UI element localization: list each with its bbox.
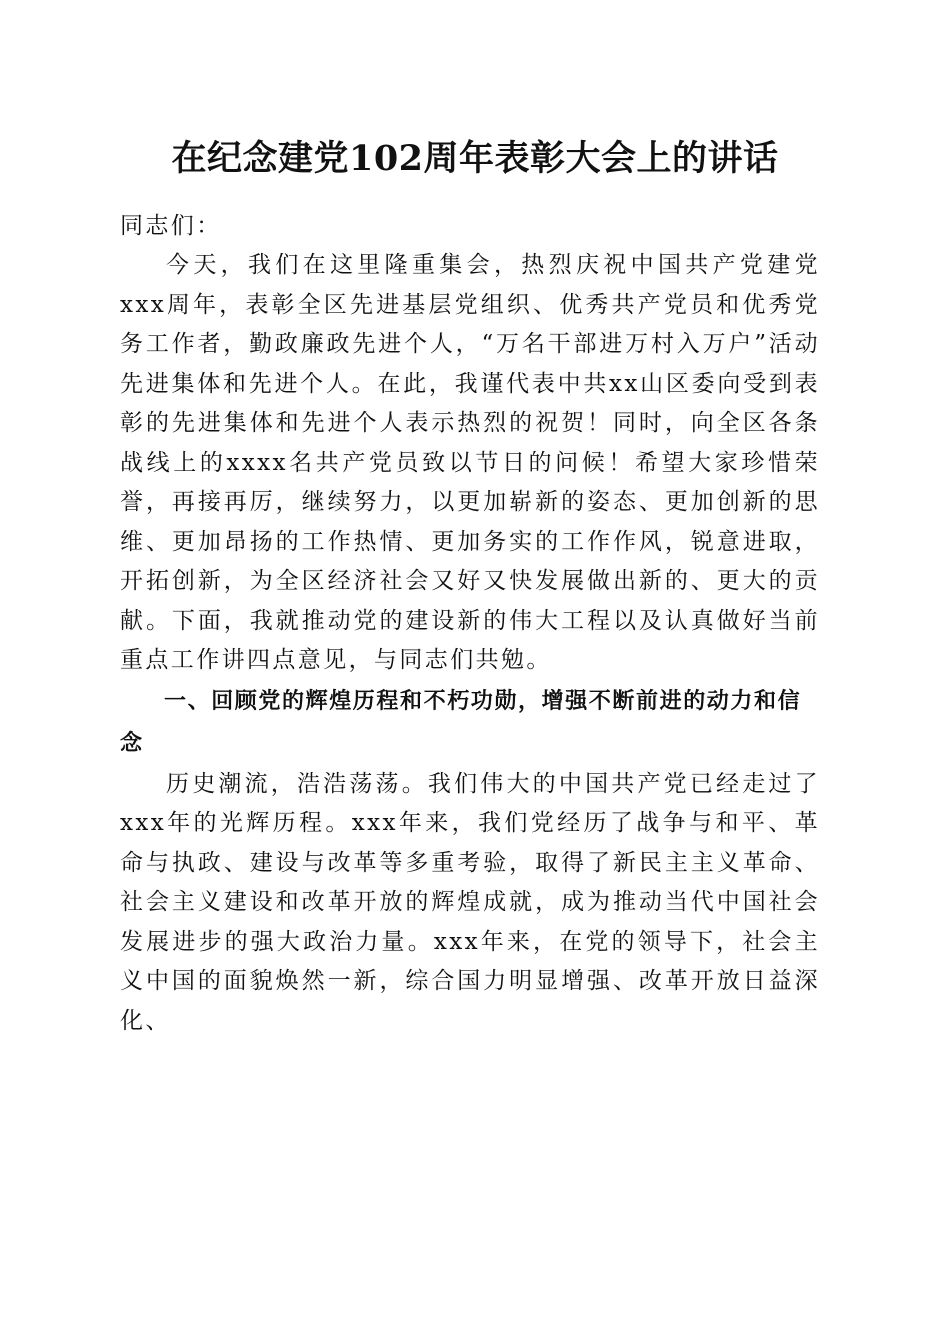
salutation: 同志们： (120, 213, 222, 239)
section-heading: 一、回顾党的辉煌历程和不朽功勋，增强不断前进的动力和信念 (120, 688, 802, 756)
section-paragraph: 历史潮流，浩浩荡荡。我们伟大的中国共产党已经走过了xxx年的光辉历程。xxx年来，我们党经历了战争与和平、革命与执政、建设与改革等多重考验，取得了新民主主义革命、社会主义建设和改革开放的辉煌成就，成为推动当代中国社会发展进步的强大政治力量。xxx年来，在党的领导下，社会主义中国的面貌焕然一新，综合国力明显增强、改革开放日益深化、 (120, 770, 820, 1034)
document-body (120, 206, 820, 1041)
opening-paragraph: 今天，我们在这里隆重集会，热烈庆祝中国共产党建党xxx周年，表彰全区先进基层党组织、优秀共产党员和优秀党务工作者，勤政廉政先进个人，“万名干部进万村入万户”活动先进集体和先进个人。在此，我谨代表中共xx山区委向受到表彰的先进集体和先进个人表示热烈的祝贺！同时，向全区各条战线上的xxxx名共产党员致以节日的问候！希望大家珍惜荣誉，再接再厉，继续努力，以更加崭新的姿态、更加创新的思维、更加昂扬的工作热情、更加务实的工作作风，锐意进取，开拓创新，为全区经济社会又好又快发展做出新的、更大的贡献。下面，我就推动党的建设新的伟大工程以及认真做好当前重点工作讲四点意见，与同志们共勉。 (120, 252, 820, 673)
page-title: 在纪念建党102周年表彰大会上的讲话 (171, 138, 779, 179)
